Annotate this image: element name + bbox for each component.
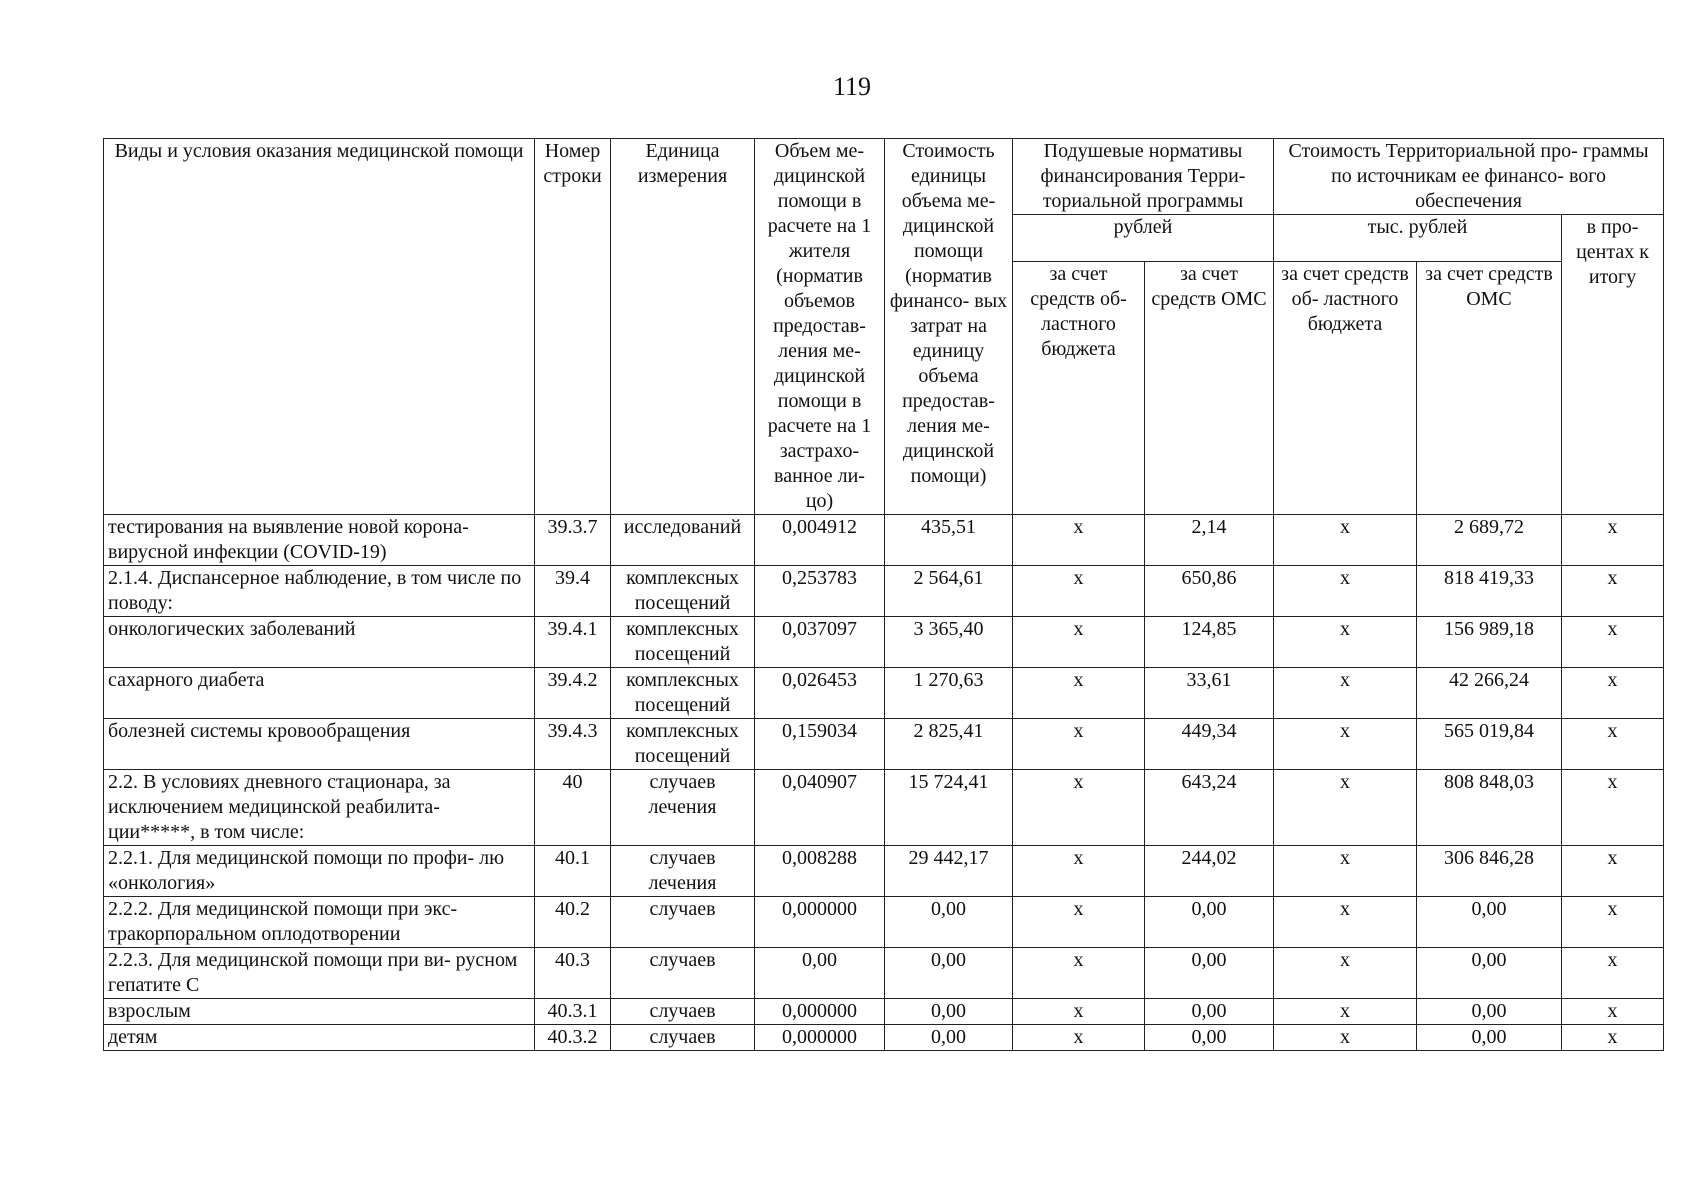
- row-unit: случаев: [611, 999, 755, 1025]
- row-per-capita-oms: 0,00: [1145, 1025, 1274, 1051]
- row-per-capita-budget: х: [1013, 999, 1145, 1025]
- row-cost: 1 270,63: [885, 668, 1013, 719]
- row-volume: 0,040907: [755, 770, 885, 846]
- row-percent: х: [1562, 999, 1664, 1025]
- table-row: [104, 668, 1664, 719]
- row-percent: х: [1562, 515, 1664, 566]
- row-name: 2.1.4. Диспансерное наблюдение, в том числе по поводу:: [104, 566, 535, 617]
- row-volume: 0,00: [755, 948, 885, 999]
- header-type: Виды и условия оказания медицинской помощи: [104, 139, 535, 515]
- header-total-group: Стоимость Территориальной про- граммы по источникам ее финансо- вого обеспечения: [1274, 139, 1664, 215]
- row-volume: 0,037097: [755, 617, 885, 668]
- header-volume: Объем ме- дицинской помощи в расчете на 1 жителя (норматив объемов предостав- ления ме- дицинской помощи в расчете на 1 застрахо- ванное ли- цо): [755, 139, 885, 515]
- table-row: [104, 897, 1664, 948]
- row-number: 39.4: [535, 566, 611, 617]
- row-total-budget: х: [1274, 999, 1417, 1025]
- row-name: 2.2.3. Для медицинской помощи при ви- русном гепатите С: [104, 948, 535, 999]
- row-unit: комплексных посещений: [611, 566, 755, 617]
- row-per-capita-oms: 0,00: [1145, 948, 1274, 999]
- row-name: детям: [104, 1025, 535, 1051]
- row-per-capita-budget: х: [1013, 770, 1145, 846]
- row-volume: 0,004912: [755, 515, 885, 566]
- row-name: 2.2.2. Для медицинской помощи при экс- тракорпоральном оплодотворении: [104, 897, 535, 948]
- table-row: [104, 846, 1664, 897]
- table-row: [104, 566, 1664, 617]
- row-per-capita-oms: 33,61: [1145, 668, 1274, 719]
- row-volume: 0,253783: [755, 566, 885, 617]
- header-unit: Единица измерения: [611, 139, 755, 515]
- header-unit-rub: рублей: [1013, 215, 1274, 262]
- row-percent: х: [1562, 948, 1664, 999]
- header-regional-budget-1: за счет средств об- ластного бюджета: [1013, 262, 1145, 515]
- row-total-budget: х: [1274, 770, 1417, 846]
- row-total-budget: х: [1274, 1025, 1417, 1051]
- row-per-capita-budget: х: [1013, 668, 1145, 719]
- row-percent: х: [1562, 1025, 1664, 1051]
- table-row: [104, 719, 1664, 770]
- row-total-budget: х: [1274, 719, 1417, 770]
- row-cost: 3 365,40: [885, 617, 1013, 668]
- header-row-number: Номер строки: [535, 139, 611, 515]
- row-name: сахарного диабета: [104, 668, 535, 719]
- row-total-budget: х: [1274, 948, 1417, 999]
- row-number: 40: [535, 770, 611, 846]
- table-row: [104, 1025, 1664, 1051]
- row-cost: 2 564,61: [885, 566, 1013, 617]
- row-per-capita-oms: 643,24: [1145, 770, 1274, 846]
- row-unit: комплексных посещений: [611, 617, 755, 668]
- row-number: 40.1: [535, 846, 611, 897]
- row-number: 40.3.1: [535, 999, 611, 1025]
- row-total-budget: х: [1274, 566, 1417, 617]
- header-cost: Стоимость единицы объема ме- дицинской помощи (норматив финансо- вых затрат на единицу объема предостав- ления ме- дицинской помощи): [885, 139, 1013, 515]
- table-row: [104, 617, 1664, 668]
- row-total-oms: 818 419,33: [1417, 566, 1562, 617]
- table-row: [104, 770, 1664, 846]
- row-volume: 0,026453: [755, 668, 885, 719]
- row-cost: 0,00: [885, 897, 1013, 948]
- row-total-oms: 42 266,24: [1417, 668, 1562, 719]
- row-per-capita-oms: 0,00: [1145, 999, 1274, 1025]
- row-unit: случаев: [611, 897, 755, 948]
- row-number: 40.3: [535, 948, 611, 999]
- financing-table: [103, 138, 1664, 1051]
- row-number: 39.4.1: [535, 617, 611, 668]
- header-row-1: [104, 139, 1664, 215]
- row-total-budget: х: [1274, 668, 1417, 719]
- row-volume: 0,000000: [755, 1025, 885, 1051]
- row-unit: случаев лечения: [611, 846, 755, 897]
- row-total-budget: х: [1274, 617, 1417, 668]
- row-per-capita-budget: х: [1013, 897, 1145, 948]
- row-per-capita-budget: х: [1013, 515, 1145, 566]
- row-volume: 0,159034: [755, 719, 885, 770]
- row-name: болезней системы кровообращения: [104, 719, 535, 770]
- page-number: 119: [832, 72, 872, 101]
- row-unit: комплексных посещений: [611, 719, 755, 770]
- row-per-capita-oms: 449,34: [1145, 719, 1274, 770]
- row-volume: 0,000000: [755, 897, 885, 948]
- row-percent: х: [1562, 846, 1664, 897]
- table-body: [104, 515, 1664, 1051]
- header-oms-2: за счет средств ОМС: [1417, 262, 1562, 515]
- row-total-oms: 2 689,72: [1417, 515, 1562, 566]
- row-volume: 0,000000: [755, 999, 885, 1025]
- row-percent: х: [1562, 566, 1664, 617]
- row-per-capita-oms: 0,00: [1145, 897, 1274, 948]
- row-cost: 0,00: [885, 1025, 1013, 1051]
- row-volume: 0,008288: [755, 846, 885, 897]
- row-per-capita-oms: 2,14: [1145, 515, 1274, 566]
- row-total-oms: 565 019,84: [1417, 719, 1562, 770]
- row-number: 40.2: [535, 897, 611, 948]
- row-per-capita-budget: х: [1013, 1025, 1145, 1051]
- row-total-budget: х: [1274, 846, 1417, 897]
- row-name: онкологических заболеваний: [104, 617, 535, 668]
- row-total-oms: 306 846,28: [1417, 846, 1562, 897]
- row-per-capita-budget: х: [1013, 846, 1145, 897]
- row-percent: х: [1562, 770, 1664, 846]
- row-unit: исследований: [611, 515, 755, 566]
- row-unit: случаев: [611, 1025, 755, 1051]
- row-percent: х: [1562, 719, 1664, 770]
- table-row: [104, 515, 1664, 566]
- row-total-oms: 0,00: [1417, 897, 1562, 948]
- row-unit: случаев: [611, 948, 755, 999]
- row-name: тестирования на выявление новой корона- вирусной инфекции (COVID-19): [104, 515, 535, 566]
- row-percent: х: [1562, 897, 1664, 948]
- row-name: взрослым: [104, 999, 535, 1025]
- row-number: 39.3.7: [535, 515, 611, 566]
- row-total-oms: 808 848,03: [1417, 770, 1562, 846]
- row-total-budget: х: [1274, 515, 1417, 566]
- row-total-oms: 0,00: [1417, 999, 1562, 1025]
- row-total-oms: 0,00: [1417, 948, 1562, 999]
- row-total-oms: 156 989,18: [1417, 617, 1562, 668]
- row-per-capita-budget: х: [1013, 719, 1145, 770]
- row-unit: случаев лечения: [611, 770, 755, 846]
- row-cost: 15 724,41: [885, 770, 1013, 846]
- row-cost: 0,00: [885, 948, 1013, 999]
- table-row: [104, 948, 1664, 999]
- row-name: 2.2. В условиях дневного стационара, за исключением медицинской реабилита- ции*****, в том числе:: [104, 770, 535, 846]
- row-per-capita-oms: 124,85: [1145, 617, 1274, 668]
- row-number: 39.4.3: [535, 719, 611, 770]
- row-name: 2.2.1. Для медицинской помощи по профи- лю «онкология»: [104, 846, 535, 897]
- header-per-capita-group: Подушевые нормативы финансирования Терри- ториальной программы: [1013, 139, 1274, 215]
- row-per-capita-oms: 244,02: [1145, 846, 1274, 897]
- row-cost: 2 825,41: [885, 719, 1013, 770]
- row-per-capita-oms: 650,86: [1145, 566, 1274, 617]
- header-percent: в про- центах к итогу: [1562, 215, 1664, 515]
- header-unit-thousand-rub: тыс. рублей: [1274, 215, 1562, 262]
- row-number: 40.3.2: [535, 1025, 611, 1051]
- row-cost: 435,51: [885, 515, 1013, 566]
- row-per-capita-budget: х: [1013, 948, 1145, 999]
- row-total-budget: х: [1274, 897, 1417, 948]
- row-cost: 0,00: [885, 999, 1013, 1025]
- header-regional-budget-2: за счет средств об- ластного бюджета: [1274, 262, 1417, 515]
- row-per-capita-budget: х: [1013, 566, 1145, 617]
- row-unit: комплексных посещений: [611, 668, 755, 719]
- row-percent: х: [1562, 668, 1664, 719]
- row-per-capita-budget: х: [1013, 617, 1145, 668]
- row-cost: 29 442,17: [885, 846, 1013, 897]
- table-row: [104, 999, 1664, 1025]
- header-oms-1: за счет средств ОМС: [1145, 262, 1274, 515]
- row-total-oms: 0,00: [1417, 1025, 1562, 1051]
- row-number: 39.4.2: [535, 668, 611, 719]
- row-percent: х: [1562, 617, 1664, 668]
